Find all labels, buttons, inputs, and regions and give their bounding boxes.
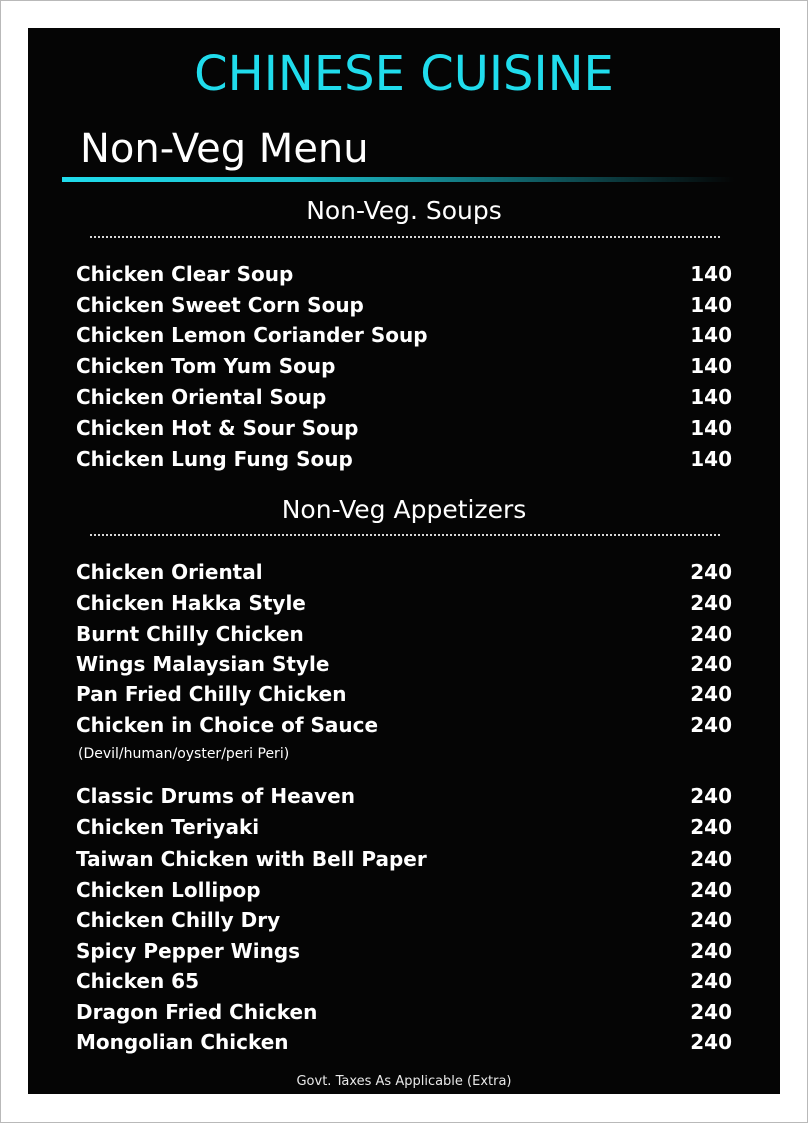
item-name: Chicken Hakka Style <box>76 591 306 615</box>
item-name: Dragon Fried Chicken <box>76 1000 318 1024</box>
menu-item <box>76 414 732 442</box>
item-name: Mongolian Chicken <box>76 1030 289 1054</box>
title-underline <box>62 177 734 182</box>
item-price: 240 <box>690 622 732 646</box>
item-price: 240 <box>690 713 732 737</box>
item-price: 140 <box>690 416 732 440</box>
menu-item <box>76 967 732 995</box>
menu-item <box>76 813 732 841</box>
menu-item <box>76 1028 732 1056</box>
item-name: Spicy Pepper Wings <box>76 939 301 963</box>
item-price: 240 <box>690 652 732 676</box>
menu-item <box>76 589 732 617</box>
item-name: Chicken Lung Fung Soup <box>76 447 353 471</box>
menu-item <box>76 291 732 319</box>
item-name: Chicken Sweet Corn Soup <box>76 293 364 317</box>
item-price: 140 <box>690 323 732 347</box>
menu-item <box>76 711 732 739</box>
item-name: Chicken Oriental Soup <box>76 385 327 409</box>
menu-item <box>76 906 732 934</box>
menu-item <box>76 620 732 648</box>
item-price: 240 <box>690 847 732 871</box>
item-price: 240 <box>690 969 732 993</box>
menu-item <box>76 260 732 288</box>
item-price: 240 <box>690 878 732 902</box>
menu-item <box>76 680 732 708</box>
item-price: 240 <box>690 815 732 839</box>
menu-title: CHINESE CUISINE <box>194 46 614 102</box>
menu-item <box>76 445 732 473</box>
item-name: Wings Malaysian Style <box>76 652 330 676</box>
item-name: Chicken Clear Soup <box>76 262 294 286</box>
menu-subtitle: Non-Veg Menu <box>80 126 369 172</box>
soups-heading: Non-Veg. Soups <box>306 196 502 225</box>
tax-footer-note: Govt. Taxes As Applicable (Extra) <box>296 1074 512 1089</box>
item-name: Chicken Tom Yum Soup <box>76 354 336 378</box>
item-name: Chicken Hot & Sour Soup <box>76 416 359 440</box>
sauce-options-note: (Devil/human/oyster/peri Peri) <box>78 746 290 762</box>
item-name: Chicken Lemon Coriander Soup <box>76 323 428 347</box>
item-price: 240 <box>690 784 732 808</box>
menu-item <box>76 352 732 380</box>
menu-item <box>76 845 732 873</box>
menu-item <box>76 998 732 1026</box>
item-name: Chicken Lollipop <box>76 878 261 902</box>
item-name: Chicken Chilly Dry <box>76 908 281 932</box>
item-price: 140 <box>690 262 732 286</box>
menu-item <box>76 383 732 411</box>
item-price: 240 <box>690 908 732 932</box>
item-price: 240 <box>690 682 732 706</box>
item-name: Chicken Teriyaki <box>76 815 260 839</box>
item-price: 140 <box>690 354 732 378</box>
appetizers-divider <box>90 534 720 536</box>
item-price: 240 <box>690 1030 732 1054</box>
menu-item <box>76 650 732 678</box>
item-name: Burnt Chilly Chicken <box>76 622 304 646</box>
item-price: 240 <box>690 591 732 615</box>
item-name: Chicken 65 <box>76 969 199 993</box>
menu-item <box>76 937 732 965</box>
menu-item <box>76 321 732 349</box>
menu-item <box>76 558 732 586</box>
item-price: 140 <box>690 447 732 471</box>
item-name: Taiwan Chicken with Bell Paper <box>76 847 427 871</box>
soups-divider <box>90 236 720 238</box>
item-name: Classic Drums of Heaven <box>76 784 355 808</box>
item-price: 240 <box>690 560 732 584</box>
item-price: 140 <box>690 293 732 317</box>
item-price: 240 <box>690 1000 732 1024</box>
item-name: Pan Fried Chilly Chicken <box>76 682 347 706</box>
appetizers-heading: Non-Veg Appetizers <box>281 495 527 524</box>
item-name: Chicken Oriental <box>76 560 263 584</box>
menu-item <box>76 876 732 904</box>
item-price: 140 <box>690 385 732 409</box>
item-price: 240 <box>690 939 732 963</box>
item-name: Chicken in Choice of Sauce <box>76 713 379 737</box>
menu-item <box>76 782 732 810</box>
